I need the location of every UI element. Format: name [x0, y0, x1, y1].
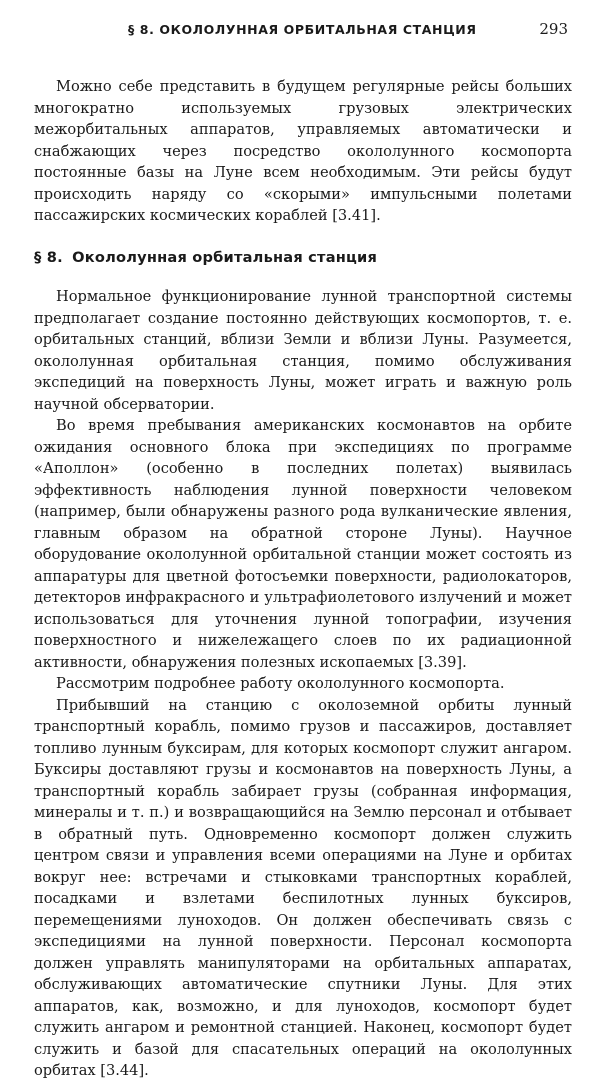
page-number: 293	[539, 20, 568, 38]
body-text	[34, 76, 572, 1082]
running-header	[34, 18, 572, 46]
section-title: Окололунная орбитальная станция	[72, 248, 378, 266]
section-heading	[34, 247, 572, 269]
paragraph: Нормальное функционирование лунной транспортной системы предполагает создание постоянно действующих космопортов, т. е. орбитальных станций, вблизи Земли и вблизи Луны. Разумеется, окололунная орбитальная станция, помимо обслуживания экспедиций на поверхность Луны, может играть и важную роль научной обсерватории.	[34, 288, 572, 413]
paragraph-intro: Можно себе представить в будущем регулярные рейсы больших многократно используемых грузовых электрических межорбитальных аппаратов, управляемых автоматически и снабжающих через посредство окололунного космопорта постоянные базы на Луне всем необходимым. Эти рейсы будут происходить наряду со «скорыми» импульсными полетами пассажирских космических кораблей [3.41].	[34, 78, 572, 224]
paragraph: Рассмотрим подробнее работу окололунного космопорта.	[56, 675, 505, 692]
section-number: § 8.	[34, 248, 63, 266]
running-header-title: § 8. ОКОЛОЛУННАЯ ОРБИТАЛЬНАЯ СТАНЦИЯ	[128, 22, 477, 37]
paragraph: Во время пребывания американских космонавтов на орбите ожидания основного блока при экспедициях по программе «Аполлон» (особенно в последних полетах) выявилась эффективность наблюдения лунной поверхности человеком (например, были обнаружены разного рода вулканические явления, главным образом на обратной стороне Луны). Научное оборудование окололунной орбитальной станции может состоять из аппаратуры для цветной фотосъемки поверхности, радиолокаторов, детекторов инфракрасного и ультрафиолетового излучений и может использоваться для уточнения лунной топографии, изучения поверхностного и нижележащего слоев по их радиационной активности, обнаружения полезных ископаемых [3.39].	[34, 417, 572, 671]
paragraph: Прибывший на станцию с околоземной орбиты лунный транспортный корабль, помимо грузов и пассажиров, доставляет топливо лунным буксирам, для которых космопорт служит ангаром. Буксиры доставляют грузы и космонавтов на поверхность Луны, а транспортный корабль забирает грузы (собранная информация, минералы и т. п.) и возвращающийся на Землю персонал и отбывает в обратный путь. Одновременно космопорт должен служить центром связи и управления всеми операциями на Луне и орбитах вокруг нее: встречами и стыковками транспортных кораблей, посадками и взлетами беспилотных лунных буксиров, перемещениями луноходов. Он должен обеспечивать связь с экспедициями на лунной поверхности. Персонал космопорта должен управлять манипуляторами на орбитальных аппаратах, обслуживающих автоматические спутники Луны. Для этих аппаратов, как, возможно, и для луноходов, космопорт будет служить ангаром и ремонтной станцией. Наконец, космопорт будет служить и базой для спасательных операций на окололунных орбитах [3.44].	[34, 696, 572, 1079]
